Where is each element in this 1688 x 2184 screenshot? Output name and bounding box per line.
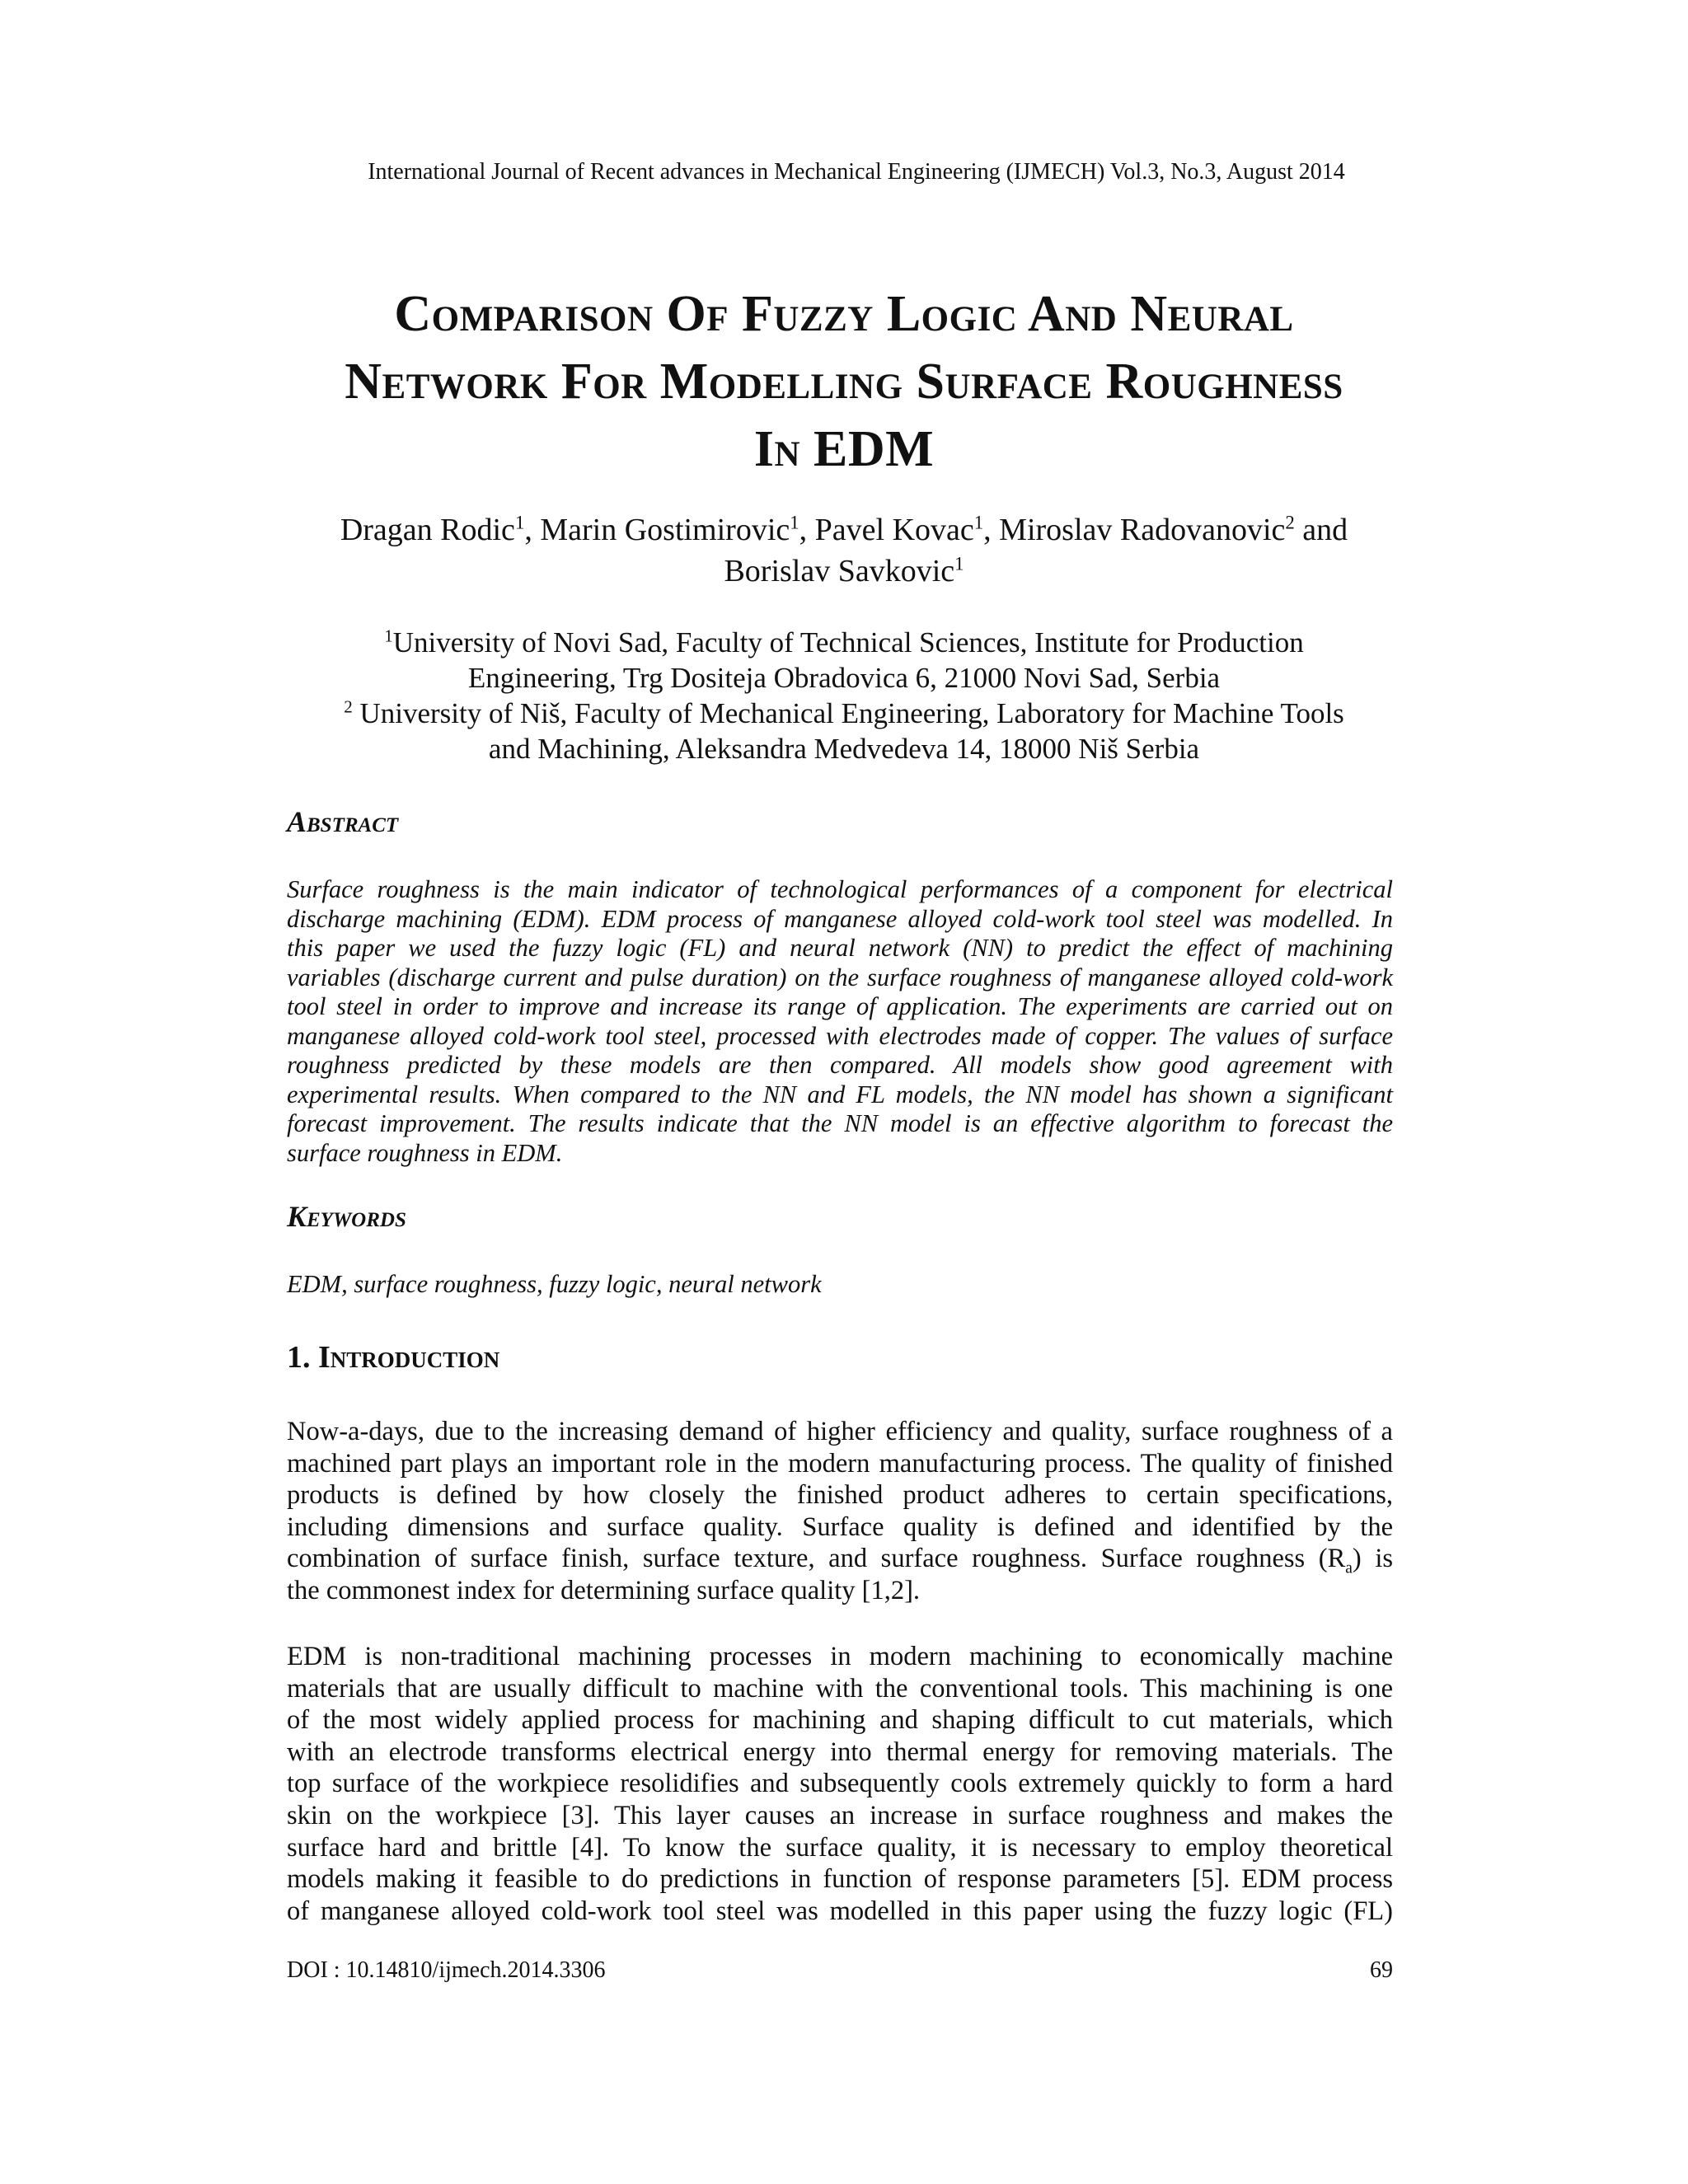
affiliation-line: and Machining, Aleksandra Medvedeva 14, 18000 Niš Serbia	[488, 733, 1200, 765]
body-line: including dimensions and surface quality. Surface quality is defined and identified by the	[287, 1511, 1393, 1542]
abstract-line: roughness predicted by these models are then compared. All models show good agreement with	[287, 1051, 1393, 1079]
body-line: top surface of the workpiece resolidifies and subsequently cools extremely quickly to form a hard	[287, 1769, 1393, 1799]
introduction-heading: 1. Introduction	[287, 1340, 500, 1375]
body-text: ) is	[1352, 1544, 1394, 1574]
title-line: In EDM	[753, 421, 935, 477]
affiliation-line: Engineering, Trg Dositeja Obradovica 6, 21000 Novi Sad, Serbia	[467, 662, 1221, 694]
introduction-paragraph-1	[287, 1416, 1393, 1607]
affiliation-text: University of Niš, Faculty of Mechanical Engineering, Laboratory for Machine Tools	[352, 697, 1344, 729]
author-affil-mark: 1	[790, 512, 799, 533]
body-line: with an electrode transforms electrical energy into thermal energy for removing materials. The	[287, 1736, 1393, 1767]
page-number: 69	[1370, 1957, 1393, 1983]
author-affil-mark: 1	[954, 553, 964, 574]
subscript-a: a	[1345, 1559, 1353, 1577]
title-line: Comparison Of Fuzzy Logic And Neural	[394, 286, 1294, 342]
affil-mark: 2	[344, 696, 353, 717]
body-line: the commonest index for determining surface quality [1,2].	[287, 1575, 921, 1605]
author-name: Dragan Rodic	[340, 513, 515, 547]
author-name: Borislav Savkovic	[724, 554, 955, 588]
body-line: products is defined by how closely the finished product adheres to certain specifications,	[287, 1480, 1393, 1511]
body-line: skin on the workpiece [3]. This layer causes an increase in surface roughness and makes the	[287, 1800, 1393, 1830]
body-line: EDM is non-traditional machining processes in modern machining to economically machine	[287, 1642, 1393, 1671]
abstract-line: Surface roughness is the main indicator of technological performances of a component for electrical	[287, 875, 1393, 903]
abstract-text	[287, 875, 1393, 1168]
keywords-text: EDM, surface roughness, fuzzy logic, neural network	[287, 1270, 822, 1298]
abstract-line: forecast improvement. The results indicate that the NN model is an effective algorithm to forecast the	[287, 1109, 1393, 1137]
body-line: machined part plays an important role in the modern manufacturing process. The quality of finished	[287, 1448, 1393, 1479]
running-head: International Journal of Recent advances in Mechanical Engineering (IJMECH) Vol.3, No.3, August 2014	[368, 159, 1345, 185]
affiliation-line	[247, 696, 1441, 731]
author-affil-mark: 1	[973, 512, 984, 533]
affiliation-line	[247, 625, 1441, 660]
abstract-line: tool steel in order to improve and increase its range of application. The experiments are carried out on	[287, 992, 1393, 1020]
author-conjunction: and	[1294, 513, 1348, 547]
keywords-heading: Keywords	[287, 1200, 406, 1233]
paper-title	[247, 280, 1441, 483]
affil-mark: 1	[384, 626, 393, 646]
introduction-paragraph-2	[287, 1641, 1393, 1927]
body-text: combination of surface finish, surface texture, and surface roughness. Surface roughness (R	[287, 1544, 1346, 1574]
abstract-line: surface roughness in EDM.	[287, 1138, 563, 1167]
body-line	[287, 1543, 1393, 1575]
author-name: , Miroslav Radovanovic	[983, 513, 1286, 547]
author-affil-mark: 2	[1285, 512, 1295, 533]
author-line	[247, 509, 1441, 551]
body-line: surface hard and brittle [4]. To know the surface quality, it is necessary to employ theoretical	[287, 1832, 1393, 1863]
abstract-line: manganese alloyed cold-work tool steel, processed with electrodes made of copper. The values of surface	[287, 1021, 1393, 1050]
affiliation-text: University of Novi Sad, Faculty of Technical Sciences, Institute for Production	[392, 626, 1304, 658]
doi-footer: DOI : 10.14810/ijmech.2014.3306	[287, 1957, 606, 1983]
abstract-line: experimental results. When compared to the NN and FL models, the NN model has shown a significant	[287, 1080, 1393, 1108]
affiliations	[247, 625, 1441, 766]
author-line	[247, 551, 1441, 592]
abstract-line: discharge machining (EDM). EDM process of manganese alloyed cold-work tool steel was modelled. In	[287, 904, 1393, 933]
body-line: materials that are usually difficult to machine with the conventional tools. This machining is one	[287, 1673, 1393, 1704]
author-affil-mark: 1	[514, 512, 525, 533]
body-line: models making it feasible to do predictions in function of response parameters [5]. EDM process	[287, 1864, 1393, 1895]
abstract-line: this paper we used the fuzzy logic (FL) and neural network (NN) to predict the effect of machining	[287, 934, 1393, 962]
body-line: of the most widely applied process for machining and shaping difficult to cut materials, which	[287, 1705, 1393, 1736]
author-name: , Marin Gostimirovic	[524, 513, 790, 547]
author-name: , Pavel Kovac	[799, 513, 974, 547]
abstract-line: variables (discharge current and pulse duration) on the surface roughness of manganese alloyed cold-work	[287, 963, 1393, 991]
title-line: Network For Modelling Surface Roughness	[345, 354, 1343, 410]
body-line: of manganese alloyed cold-work tool steel was modelled in this paper using the fuzzy logic (FL)	[287, 1896, 1393, 1926]
body-line: Now-a-days, due to the increasing demand of higher efficiency and quality, surface roughness of a	[287, 1417, 1393, 1446]
author-list	[247, 509, 1441, 592]
abstract-heading: Abstract	[287, 805, 399, 838]
